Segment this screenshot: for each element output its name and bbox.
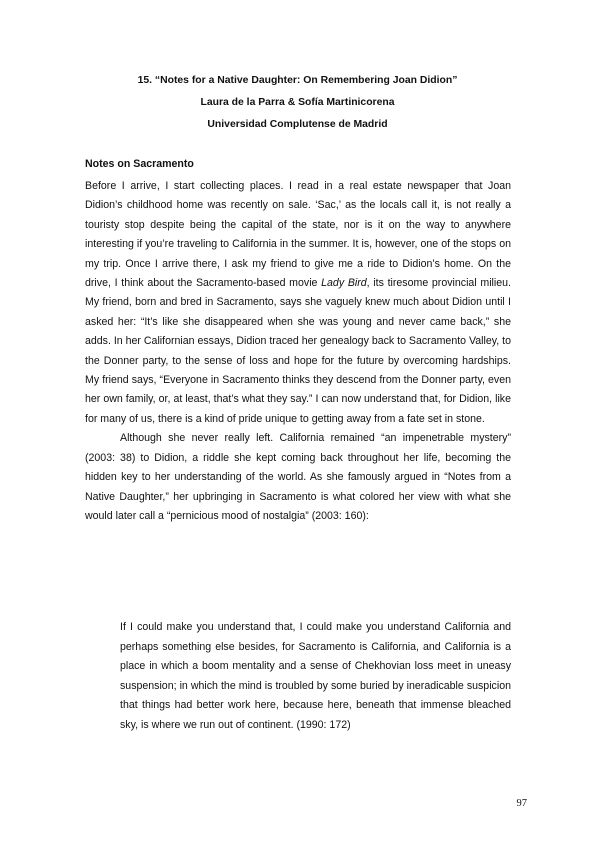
block-quote: If I could make you understand that, I could make you understand California and perhaps something else besides, for Sacramento is California, and California is a place in which a boom mentality and a sense of Chekhovian loss meet in uneasy suspension; in which the mind is troubled by some buried by ineradicable suspicion that things had better work here, because here, beneath that immense bleached sky, is where we run out of continent. (1990: 172): [120, 621, 511, 731]
paragraph-2: Although she never really left. California remained “an impenetrable mystery” (2003: 38) to Didion, a riddle she kept coming back throughout her life, becoming the hidden key to her understanding of the world. As she famously argued in “Notes from a Native Daughter,” her upbringing in Sacramento is what colored her view with what she would later call a “pernicious mood of nostalgia” (2003: 160):: [85, 432, 511, 522]
title-block: [85, 70, 510, 136]
affiliation: Universidad Complutense de Madrid: [207, 119, 388, 130]
paragraph-1: [85, 177, 511, 429]
chapter-title: 15. “Notes for a Native Daughter: On Remembering Joan Didion”: [137, 75, 458, 86]
section-heading: Notes on Sacramento: [85, 158, 194, 170]
film-title-italic: Lady Bird: [321, 277, 367, 290]
paragraph-1-text-a: Before I arrive, I start collecting places. I read in a real estate newspaper that Joan Didion’s childhood home was recently on sale. ‘Sac,’ as the locals call it, is not really a touristy stop despite being the capital of the state, nor is it on the way to anywhere interesting if you’re traveling to California in the summer. It is, however, one of the stops on my trip. Once I arrive there, I ask my friend to give me a ride to Didion’s home. On the drive, I think about the Sacramento-based movie: [85, 180, 511, 290]
body-text: [85, 177, 511, 526]
page-number: 97: [516, 798, 527, 809]
authors: Laura de la Parra & Sofía Martinicorena: [200, 97, 395, 108]
paragraph-1-text-b: , its tiresome provincial milieu. My friend, born and bred in Sacramento, says she vaguely knew much about Didion until I asked her: “It’s like she disappeared when she was young and never came back,” she adds. In her Californian essays, Didion traced her genealogy back to Sacramento Valley, to the Donner party, to the sense of loss and hope for the future by overcoming hardships. My friend says, “Everyone in Sacramento thinks they descend from the Donner party, even her own family, or, at least, that’s what they say.” I can now understand that, for Didion, like for many of us, there is a kind of pride unique to getting away from a fate set in stone.: [85, 277, 511, 425]
